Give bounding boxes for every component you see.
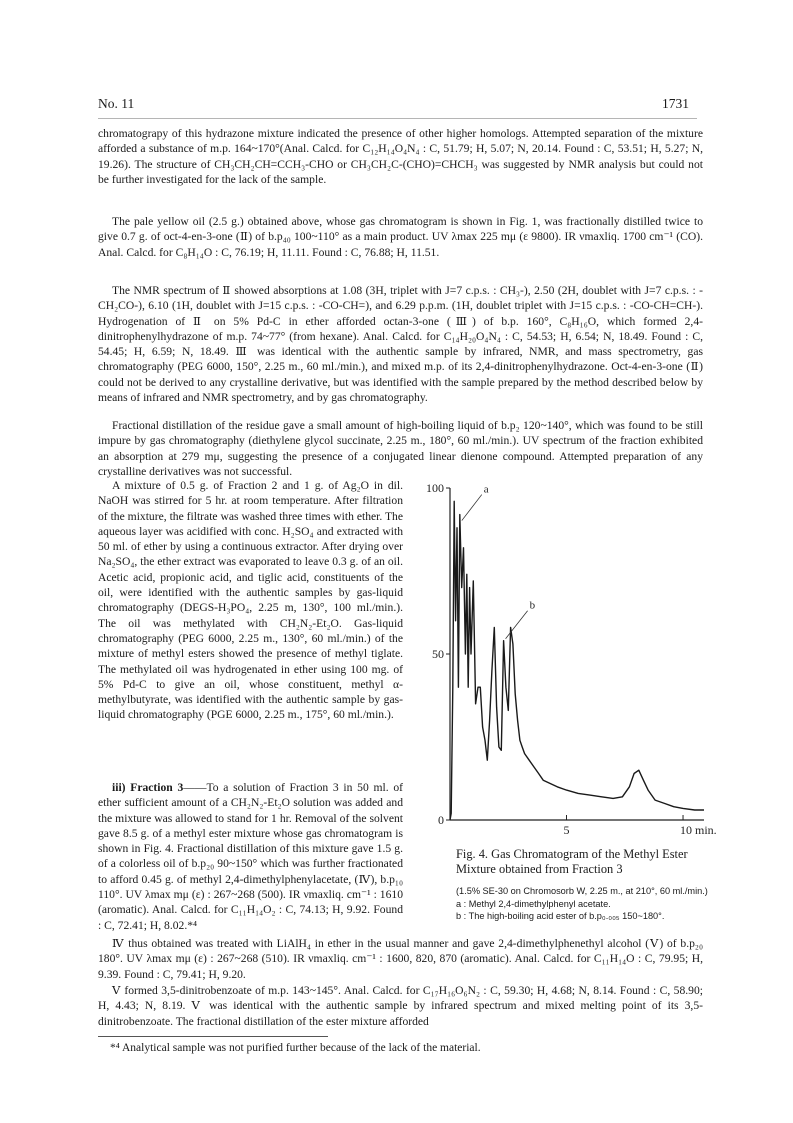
page-number: 1731 (662, 96, 689, 111)
figure-caption: Fig. 4. Gas Chromatogram of the Methyl Ester Mixture obtained from Fraction 3 (456, 847, 688, 876)
header-rule (98, 118, 697, 119)
peak-b-label: b (529, 599, 536, 612)
section-label-fraction-3: iii) Fraction 3 (112, 781, 184, 794)
footnote-rule (98, 1036, 328, 1037)
y-tick-label: 50 (432, 647, 444, 661)
footnote: *⁴ Analytical sample was not purified further because of the lack of the material. (110, 1042, 481, 1054)
figure-conditions: (1.5% SE-30 on Chromosorb W, 2.25 m., at 210°, 60 ml./min.) (456, 886, 708, 896)
peak-a-label: a (483, 483, 489, 496)
chart-labels (426, 481, 717, 837)
peak-b-leader (506, 611, 528, 639)
paragraph-pale-yellow-oil: The pale yellow oil (2.5 g.) obtained above, whose gas chromatogram is shown in Fig. 1, was fractionally distilled twice to give 0.7 g. of oct-4-en-3-one (Ⅱ) of b.p₄₀ 100~110° as a main product. UV λmax 225 mμ (ε 9800). IR νmaxliq. 1700 cm⁻¹ (CO). Anal. Calcd. for C₈H₁₄O : C, 76.19; H, 11.11. Found : C, 76.88; H, 11.51. (98, 215, 703, 259)
paragraph-lialh4: Ⅳ thus obtained was treated with LiAlH₄ in ether in the usual manner and gave 2,4-dimethylphenethyl alcohol (Ⅴ) of b.p₂₀ 180°. UV λmax mμ (ε) : 267~268 (510). IR νmaxliq. cm⁻¹ : 1600, 820, 870 (aromatic). Anal. Calcd. for C₁₁H₁₄O : C, 79.95; H, 9.39. Found : C, 79.41; H, 9.20. (98, 937, 703, 981)
chromatogram-trace (450, 501, 704, 820)
x-tick-label: 10 min. (680, 823, 717, 837)
figure-note-a: a : Methyl 2,4-dimethylphenyl acetate. (456, 898, 611, 909)
x-tick-label: 5 (563, 823, 570, 837)
paragraph-nmr-spectrum: The NMR spectrum of Ⅱ showed absorptions at 1.08 (3H, triplet with J=7 c.p.s. : CH₃-), 2.50 (2H, doublet with J=7 c.p.s. : -CH₂CO-), 6.10 (1H, doublet with J=15 c.p.s. : -CO-CH=), and 6.29 p.p.m. (1H, doublet triplet with J=15 c.p.s. : -CO-CH=CH-). Hydrogenation of Ⅱ on 5% Pd-C in ether afforded octan-3-one (Ⅲ) of b.p. 160°, C₈H₁₆O, which formed 2,4-dinitrophenylhydrazone of m.p. 74~77° (from hexane). Anal. Calcd. for C₁₄H₂₀O₄N₄ : C, 54.53; H, 6.54; N, 18.49. Found : C, 54.45; H, 6.59; N, 18.49. Ⅲ was identical with the authentic sample by infrared, NMR, and mass spectrometry, gas chromatography (PEG 6000, 150°, 2.25 m., 60 ml./min.), and mixed m.p. of its 2,4-dinitrophenylhydrazone. Oct-4-en-3-one (Ⅱ) could not be derived to any crystalline derivative, but was identified with the sample prepared by the method described below by means of infrared and NMR spectrometry, and by gas chromatography. (98, 284, 703, 405)
peak-a-leader (462, 495, 482, 521)
y-tick-label: 0 (438, 813, 444, 827)
chart-axes (446, 488, 704, 820)
paragraph-fraction-3-text: ——To a solution of Fraction 3 in 50 ml. of ether sufficient amount of a CH₂N₂-Et₂O solution was added and the mixture was allowed to stand for 1 hr. Removal of the solvent gave 8.5 g. of a methyl ester mixture whose gas chromatogram is shown in Fig. 4. Fractional distillation of this mixture gave 1.5 g. of a colorless oil of b.p₂₀ 90~150° which was further fractionated to afford 0.45 g. of methyl 2,4-dimethylphenylacetate, (Ⅳ), b.p₁₀ 110°. UV λmax mμ (ε) : 267~268 (500). IR νmaxliq. cm⁻¹ : 1610 (aromatic). Anal. Calcd. for C₁₁H₁₄O₂ : C, 74.13; H, 9.92. Found : C, 72.41; H, 8.02.*⁴ (98, 781, 403, 932)
figure-note-b: b : The high-boiling acid ester of b.p₀.₀₀₅ 150~180°. (456, 911, 665, 921)
paragraph-fraction-3 (98, 780, 403, 933)
paragraph-silver-oxide: A mixture of 0.5 g. of Fraction 2 and 1 g. of Ag₂O in dil. NaOH was stirred for 5 hr. at room temperature. After filtration of the mixture, the filtrate was washed three times with ether. The aqueous layer was acidified with conc. H₂SO₄ and extracted with 50 ml. of ether by using a continuous extractor. After drying over Na₂SO₄, the ether extract was evaporated to leave 0.3 g. of an oil. Acetic acid, propionic acid, and tiglic acid, constituents of the oil, were identified with the authentic samples by gas-liquid chromatography (DEGS-H₃PO₄, 2.25 m, 130°, 100 ml./min.). The oil was methylated with CH₂N₂-Et₂O. Gas-liquid chromatography (PEG 6000, 2.25 m., 130°, 60 ml./min.) of the mixture of methyl esters showed the presence of methyl tiglate. The methylated oil was hydrogenated in ether using 100 mg. of 5% Pd-C to give an oil, whose constituent, methyl α-methylbutyrate, was identified with the authentic sample by gas-liquid chromatography (PGE 6000, 2.25 m., 175°, 60 ml./min.). (98, 479, 403, 722)
journal-number: No. 11 (98, 96, 135, 111)
paragraph-hydrazone: chromatograpy of this hydrazone mixture indicated the presence of other higher homologs. Attempted separation of the mixture afforded a substance of m.p. 164~170°(Anal. Calcd. for C₁₂H₁₄O₄N₄ : C, 51.79; H, 5.07; N, 20.14. Found : C, 53.51; H, 5.27; N, 19.26). The structure of CH₃CH₂CH=CCH₃-CHO or CH₃CH₂C-(CHO)=CHCH₃ was suggested by NMR analysis but could not be further investigated for the lack of the sample. (98, 127, 703, 186)
paragraph-residue-distillation: Fractional distillation of the residue gave a small amount of high-boiling liquid of b.p₂ 120~140°, which was found to be still impure by gas chromatography (diethylene glycol succinate, 2.25 m., 180°, 60 ml./min.). UV spectrum of the fraction exhibited an absorption at 279 mμ, suggesting the presence of a conjugated linear dienone compound. Attempted preparation of any crystalline derivatives was not successful. (98, 419, 703, 478)
chart-marks (450, 501, 704, 820)
chromatogram-chart (412, 470, 717, 850)
figure-4-chromatogram (412, 470, 717, 850)
paragraph-dinitrobenzoate: Ⅴ formed 3,5-dinitrobenzoate of m.p. 143~145°. Anal. Calcd. for C₁₇H₁₆O₆N₂ : C, 59.30; H, 4.68; N, 8.14. Found : C, 58.90; H, 4.43; N, 8.19. Ⅴ was identical with the authentic sample by infrared spectrum and mixed melting point of its 3,5-dinitrobenzoate. The fractional distillation of the ester mixture afforded (98, 984, 703, 1028)
y-tick-label: 100 (426, 481, 444, 495)
figure-notes (456, 885, 711, 923)
